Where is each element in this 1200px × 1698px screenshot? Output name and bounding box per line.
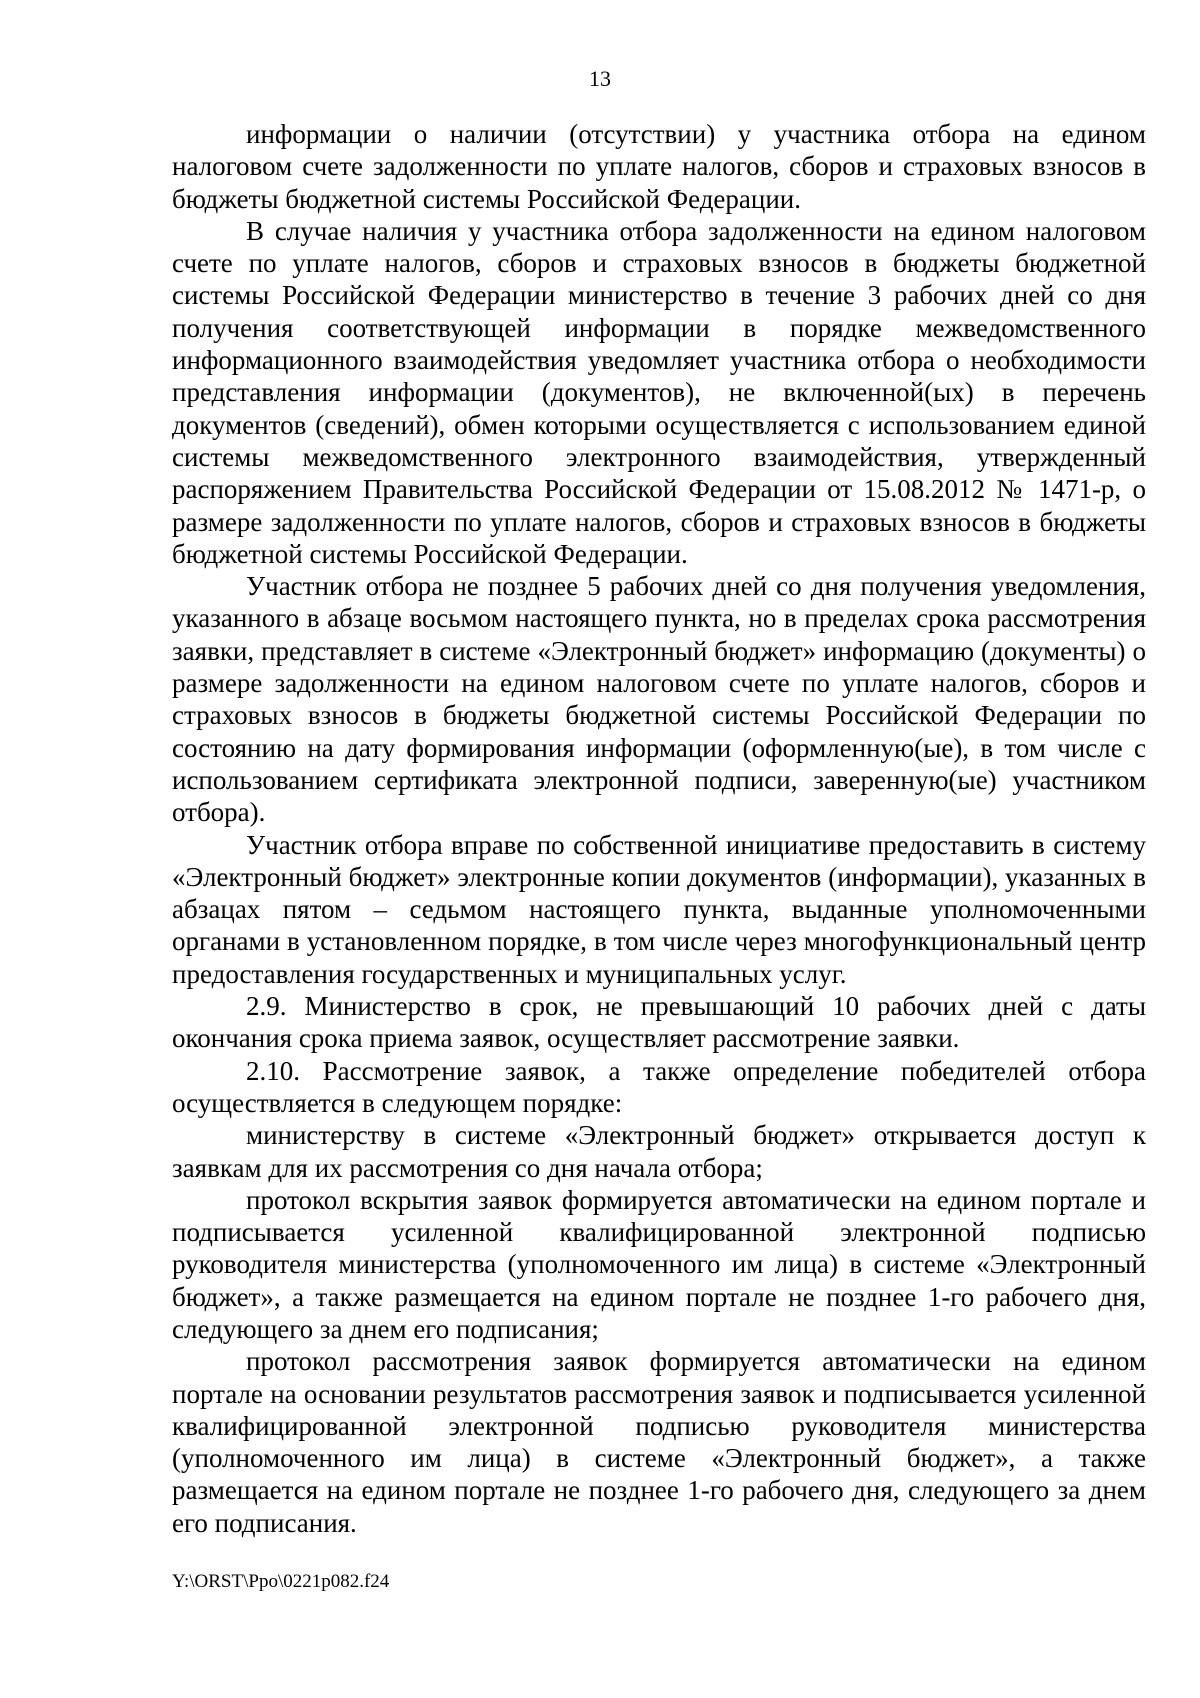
- paragraph-ministry-access: министерству в системе «Электронный бюджет» открывается доступ к заявкам для их рассмотрения со дня начала отбора;: [172, 1120, 1146, 1183]
- page-number: 13: [589, 66, 611, 91]
- paragraph-review-protocol: протокол рассмотрения заявок формируется автоматически на едином портале на основании результатов рассмотрения заявок и подписывается усиленной квалифицированной электронной подписью руководителя министерства (уполномоченного им лица) в системе «Электронный бюджет», а также размещается на едином портале не позднее 1-го рабочего дня, следующего за днем его подписания.: [172, 1346, 1146, 1538]
- paragraph-debt-notification: В случае наличия у участника отбора задолженности на едином налоговом счете по уплате налогов, сборов и страховых взносов в бюджеты бюджетной системы Российской Федерации министерство в течение 3 рабочих дней со дня получения соответствующей информации в порядке межведомственного информационного взаимодействия уведомляет участника отбора о необходимости представления информации (документов), не включенной(ых) в перечень документов (сведений), обмен которыми осуществляется с использованием единой системы межведомственного электронного взаимодействия, утвержденный распоряжением Правительства Российской Федерации от 15.08.2012 № 1471-р, о размере задолженности по уплате налогов, сборов и страховых взносов в бюджеты бюджетной системы Российской Федерации.: [172, 215, 1146, 569]
- paragraph-clause-2-9: 2.9. Министерство в срок, не превышающий 10 рабочих дней с даты окончания срока приема заявок, осуществляет рассмотрение заявки.: [172, 991, 1146, 1054]
- footer-file-path: Y:\ORST\Ppo\0221p082.f24: [172, 1571, 390, 1592]
- paragraph-participant-submission: Участник отбора не позднее 5 рабочих дней со дня получения уведомления, указанного в абзаце восьмом настоящего пункта, но в пределах срока рассмотрения заявки, представляет в системе «Электронный бюджет» информацию (документы) о размере задолженности на едином налоговом счете по уплате налогов, сборов и страховых взносов в бюджеты бюджетной системы Российской Федерации по состоянию на дату формирования информации (оформленную(ые), в том числе с использованием сертификата электронной подписи, заверенную(ые) участником отбора).: [172, 571, 1146, 828]
- paragraph-own-initiative-documents: Участник отбора вправе по собственной инициативе предоставить в систему «Электронный бюджет» электронные копии документов (информации), указанных в абзацах пятом – седьмом настоящего пункта, выданные уполномоченными органами в установленном порядке, в том числе через многофункциональный центр предоставления государственных и муниципальных услуг.: [172, 829, 1146, 989]
- paragraph-opening-protocol: протокол вскрытия заявок формируется автоматически на едином портале и подписывается усиленной квалифицированной электронной подписью руководителя министерства (уполномоченного им лица) в системе «Электронный бюджет», а также размещается на едином портале не позднее 1-го рабочего дня, следующего за днем его подписания;: [172, 1184, 1146, 1344]
- paragraph-tax-debt-info-continuation: информации о наличии (отсутствии) у участника отбора на едином налоговом счете задолженности по уплате налогов, сборов и страховых взносов в бюджеты бюджетной системы Российской Федерации.: [172, 119, 1146, 214]
- paragraph-clause-2-10: 2.10. Рассмотрение заявок, а также определение победителей отбора осуществляется в следующем порядке:: [172, 1055, 1146, 1118]
- document-body: [172, 118, 1146, 1539]
